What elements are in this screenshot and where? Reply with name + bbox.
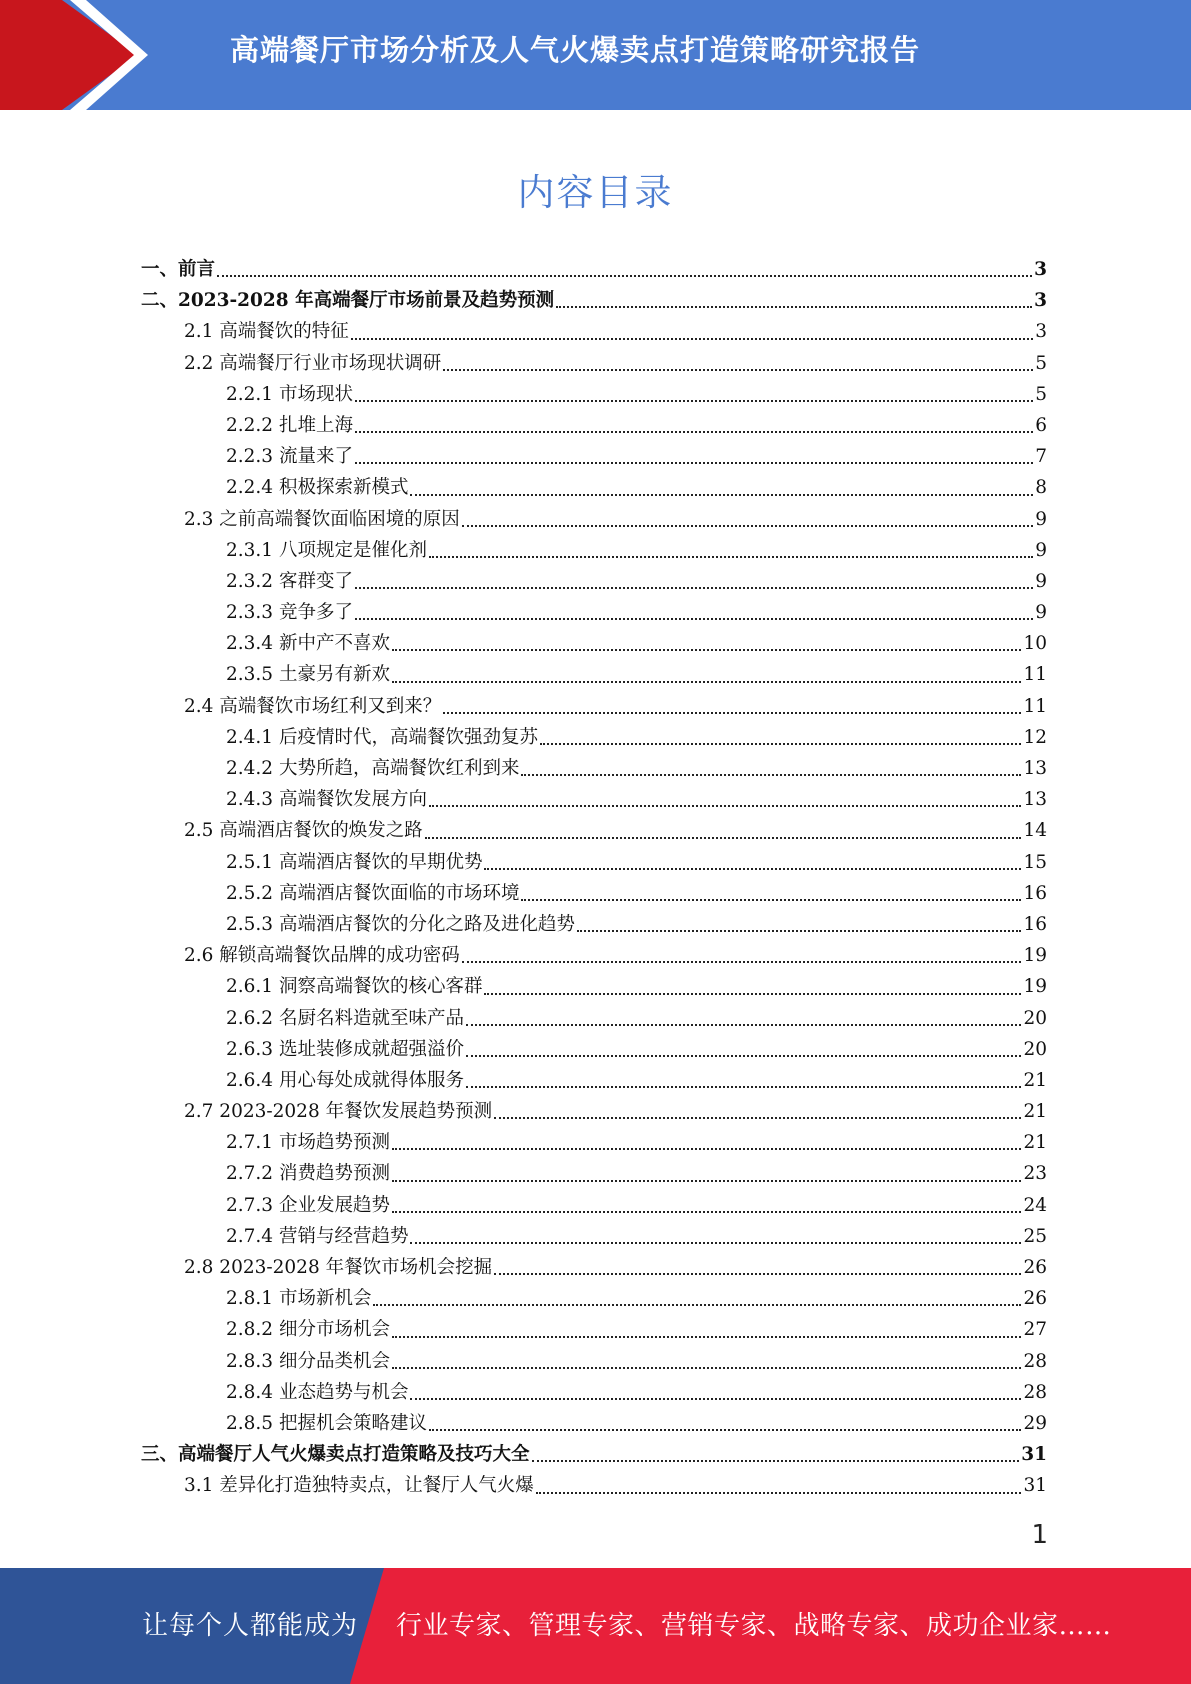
toc-entry-page: 5: [1035, 352, 1047, 374]
toc-dot-leader: [392, 647, 1021, 651]
toc-entry[interactable]: [141, 1283, 1047, 1314]
toc-entry-page: 21: [1023, 1101, 1047, 1123]
toc-dot-leader: [462, 523, 1033, 527]
toc-entry-page: 26: [1023, 1288, 1047, 1310]
toc-dot-leader: [425, 835, 1022, 839]
toc-entry-page: 8: [1035, 477, 1047, 499]
toc-dot-leader: [429, 803, 1021, 807]
toc-entry-page: 7: [1035, 446, 1047, 468]
toc-dot-leader: [521, 897, 1021, 901]
toc-entry[interactable]: [141, 1252, 1047, 1283]
toc-entry[interactable]: [141, 1221, 1047, 1252]
toc-entry-page: 27: [1023, 1319, 1047, 1341]
toc-entry[interactable]: [141, 753, 1047, 784]
toc-entry-label: 二、2023-2028 年高端餐厅市场前景及趋势预测: [141, 290, 555, 312]
toc-entry-page: 24: [1023, 1194, 1047, 1216]
toc-entry-page: 29: [1023, 1412, 1047, 1434]
toc-dot-leader: [577, 928, 1021, 932]
toc-dot-leader: [410, 492, 1033, 496]
toc-dot-leader: [521, 772, 1021, 776]
toc-entry[interactable]: [141, 784, 1047, 815]
toc-entry-page: 15: [1023, 851, 1047, 873]
page-number: 1: [1031, 1520, 1048, 1550]
toc-entry-page: 28: [1023, 1381, 1047, 1403]
footer-slogan-right: 行业专家、管理专家、营销专家、战略专家、成功企业家……: [396, 1611, 1112, 1641]
toc-entry-label: 2.1 高端餐饮的特征: [184, 321, 349, 343]
toc-entry-label: 2.7.1 市场趋势预测: [226, 1132, 390, 1154]
toc-entry[interactable]: [141, 1346, 1047, 1377]
toc-heading: 内容目录: [517, 171, 674, 214]
toc-entry[interactable]: [141, 1190, 1047, 1221]
toc-entry-label: 2.7.4 营销与经营趋势: [226, 1225, 409, 1247]
toc-dot-leader: [466, 1084, 1021, 1088]
toc-entry-label: 2.6.1 洞察高端餐饮的核心客群: [226, 976, 483, 998]
toc-entry[interactable]: [141, 878, 1047, 909]
toc-dot-leader: [392, 1209, 1021, 1213]
toc-entry-label: 2.6.4 用心每处成就得体服务: [226, 1069, 464, 1091]
toc-entry-label: 2.7.3 企业发展趋势: [226, 1194, 390, 1216]
toc-entry-page: 9: [1035, 570, 1047, 592]
toc-entry[interactable]: [141, 254, 1047, 285]
toc-dot-leader: [355, 585, 1033, 589]
toc-entry[interactable]: [141, 1377, 1047, 1408]
toc-dot-leader: [355, 460, 1033, 464]
toc-dot-leader: [484, 866, 1021, 870]
toc-dot-leader: [536, 1490, 1022, 1494]
toc-entry[interactable]: [141, 1065, 1047, 1096]
toc-entry-page: 31: [1021, 1444, 1047, 1466]
toc-entry-label: 2.3.5 土豪另有新欢: [226, 664, 390, 686]
toc-entry-label: 2.8.2 细分市场机会: [226, 1319, 390, 1341]
toc-entry-label: 2.3 之前高端餐饮面临困境的原因: [184, 508, 460, 530]
toc-entry-label: 一、前言: [141, 259, 216, 280]
toc-entry-label: 2.7.2 消费趋势预测: [226, 1163, 390, 1185]
toc-entry-page: 26: [1023, 1257, 1047, 1278]
toc-entry-label: 2.8.5 把握机会策略建议: [226, 1412, 427, 1434]
toc-entry-page: 31: [1023, 1475, 1047, 1497]
footer-slogan-left: 让每个人都能成为: [142, 1611, 359, 1641]
toc-entry[interactable]: [141, 504, 1047, 535]
toc-entry-label: 2.2 高端餐厅行业市场现状调研: [184, 352, 442, 374]
toc-entry-page: 21: [1023, 1069, 1047, 1091]
toc-entry-label: 2.3.1 八项规定是催化剂: [226, 539, 427, 561]
toc-entry[interactable]: [141, 628, 1047, 659]
toc-entry[interactable]: [141, 1158, 1047, 1189]
toc-entry[interactable]: [141, 971, 1047, 1002]
toc-dot-leader: [462, 959, 1022, 963]
toc-dot-leader: [429, 1427, 1021, 1431]
toc-entry[interactable]: [141, 909, 1047, 940]
header-arrow-decoration: [0, 0, 160, 110]
toc-entry-label: 2.4.2 大势所趋，高端餐饮红利到来: [226, 758, 520, 779]
toc-dot-leader: [355, 429, 1033, 433]
toc-entry[interactable]: [141, 815, 1047, 846]
toc-dot-leader: [217, 273, 1032, 277]
toc-dot-leader: [443, 710, 1021, 714]
toc-entry[interactable]: [141, 1096, 1047, 1127]
toc-dot-leader: [556, 304, 1032, 308]
toc-entry-page: 25: [1023, 1225, 1047, 1247]
toc-entry-page: 19: [1023, 945, 1047, 967]
toc-entry-label: 2.2.4 积极探索新模式: [226, 477, 409, 499]
toc-entry-label: 三、高端餐厅人气火爆卖点打造策略及技巧大全: [141, 1444, 530, 1466]
toc-entry[interactable]: [141, 1439, 1047, 1470]
report-title: 高端餐厅市场分析及人气火爆卖点打造策略研究报告: [230, 33, 921, 67]
toc-entry-page: 13: [1023, 758, 1047, 779]
toc-entry-label: 2.2.2 扎堆上海: [226, 414, 353, 436]
toc-entry[interactable]: [141, 316, 1047, 347]
toc-entry[interactable]: [141, 535, 1047, 566]
toc-dot-leader: [429, 554, 1033, 558]
toc-entry-label: 2.8 2023-2028 年餐饮市场机会挖掘: [184, 1257, 493, 1278]
toc-entry-page: 9: [1035, 602, 1047, 624]
toc-dot-leader: [355, 398, 1033, 402]
toc-entry-page: 13: [1023, 789, 1047, 811]
toc-entry-label: 2.3.4 新中产不喜欢: [226, 633, 390, 655]
toc-entry-page: 14: [1023, 820, 1047, 842]
toc-entry-page: 16: [1023, 913, 1047, 935]
toc-entry-label: 2.3.2 客群变了: [226, 570, 353, 592]
toc-entry-label: 2.5.2 高端酒店餐饮面临的市场环境: [226, 882, 520, 904]
toc-dot-leader: [410, 1396, 1021, 1400]
toc-dot-leader: [355, 616, 1033, 620]
toc-dot-leader: [494, 1115, 1021, 1119]
toc-entry-label: 2.4 高端餐饮市场红利又到来？: [184, 695, 442, 717]
toc-entry-page: 23: [1023, 1163, 1047, 1185]
toc-entry-label: 2.7 2023-2028 年餐饮发展趋势预测: [184, 1101, 493, 1123]
toc-entry-page: 28: [1023, 1350, 1047, 1372]
table-of-contents: [141, 254, 1047, 1502]
toc-dot-leader: [392, 1178, 1021, 1182]
toc-entry-label: 2.6 解锁高端餐饮品牌的成功密码: [184, 945, 460, 967]
toc-dot-leader: [392, 1365, 1021, 1369]
toc-dot-leader: [373, 1302, 1021, 1306]
toc-entry-label: 2.6.2 名厨名料造就至味产品: [226, 1007, 464, 1029]
toc-entry[interactable]: [141, 940, 1047, 971]
toc-entry[interactable]: [141, 472, 1047, 503]
toc-entry[interactable]: [141, 1003, 1047, 1034]
toc-dot-leader: [351, 336, 1033, 340]
toc-entry-label: 2.8.4 业态趋势与机会: [226, 1381, 409, 1403]
toc-entry-page: 16: [1023, 882, 1047, 904]
toc-entry-label: 2.6.3 选址装修成就超强溢价: [226, 1038, 464, 1060]
toc-entry-label: 2.5.3 高端酒店餐饮的分化之路及进化趋势: [226, 913, 575, 935]
toc-entry-label: 2.4.1 后疫情时代，高端餐饮强劲复苏: [226, 726, 538, 748]
toc-entry-page: 9: [1035, 508, 1047, 530]
toc-entry-page: 10: [1023, 633, 1047, 655]
toc-dot-leader: [410, 1240, 1021, 1244]
toc-entry-label: 2.5.1 高端酒店餐饮的早期优势: [226, 851, 483, 873]
toc-entry[interactable]: [141, 597, 1047, 628]
toc-entry-label: 3.1 差异化打造独特卖点，让餐厅人气火爆: [184, 1475, 534, 1497]
toc-entry-page: 3: [1035, 321, 1047, 343]
toc-entry[interactable]: [141, 722, 1047, 753]
toc-dot-leader: [484, 991, 1021, 995]
toc-dot-leader: [392, 1334, 1021, 1338]
toc-entry-page: 21: [1023, 1132, 1047, 1154]
toc-entry-page: 11: [1023, 664, 1047, 686]
toc-entry[interactable]: [141, 847, 1047, 878]
toc-dot-leader: [466, 1053, 1021, 1057]
toc-entry-label: 2.4.3 高端餐饮发展方向: [226, 789, 427, 811]
toc-entry[interactable]: [141, 285, 1047, 316]
toc-entry[interactable]: [141, 410, 1047, 441]
toc-dot-leader: [443, 367, 1033, 371]
toc-dot-leader: [466, 1022, 1021, 1026]
toc-entry[interactable]: [141, 1314, 1047, 1345]
toc-entry[interactable]: [141, 1034, 1047, 1065]
toc-entry-page: 19: [1023, 976, 1047, 998]
toc-entry-page: 20: [1023, 1007, 1047, 1029]
toc-entry-page: 12: [1023, 726, 1047, 748]
toc-entry-label: 2.5 高端酒店餐饮的焕发之路: [184, 820, 423, 842]
toc-entry-label: 2.3.3 竞争多了: [226, 602, 353, 624]
toc-entry-label: 2.8.1 市场新机会: [226, 1288, 372, 1310]
toc-entry[interactable]: [141, 1408, 1047, 1439]
toc-dot-leader: [532, 1458, 1020, 1462]
toc-dot-leader: [392, 679, 1021, 683]
toc-entry[interactable]: [141, 1127, 1047, 1158]
toc-entry-label: 2.2.1 市场现状: [226, 383, 353, 405]
toc-entry-page: 11: [1023, 695, 1047, 717]
toc-dot-leader: [392, 1146, 1021, 1150]
toc-entry-page: 6: [1035, 414, 1047, 436]
page-footer: [0, 1568, 1191, 1684]
toc-entry-label: 2.8.3 细分品类机会: [226, 1350, 390, 1372]
toc-entry-page: 9: [1035, 539, 1047, 561]
page-header: [0, 0, 1191, 110]
toc-entry[interactable]: [141, 348, 1047, 379]
toc-entry[interactable]: [141, 691, 1047, 722]
toc-entry-page: 20: [1023, 1038, 1047, 1060]
toc-entry[interactable]: [141, 441, 1047, 472]
toc-entry-page: 5: [1035, 383, 1047, 405]
toc-dot-leader: [540, 741, 1021, 745]
toc-dot-leader: [494, 1271, 1021, 1275]
toc-entry-page: 3: [1034, 259, 1047, 280]
toc-entry[interactable]: [141, 566, 1047, 597]
toc-entry[interactable]: [141, 1470, 1047, 1501]
toc-entry-page: 3: [1034, 290, 1047, 312]
toc-entry[interactable]: [141, 659, 1047, 690]
toc-entry-label: 2.2.3 流量来了: [226, 446, 353, 468]
toc-entry[interactable]: [141, 379, 1047, 410]
